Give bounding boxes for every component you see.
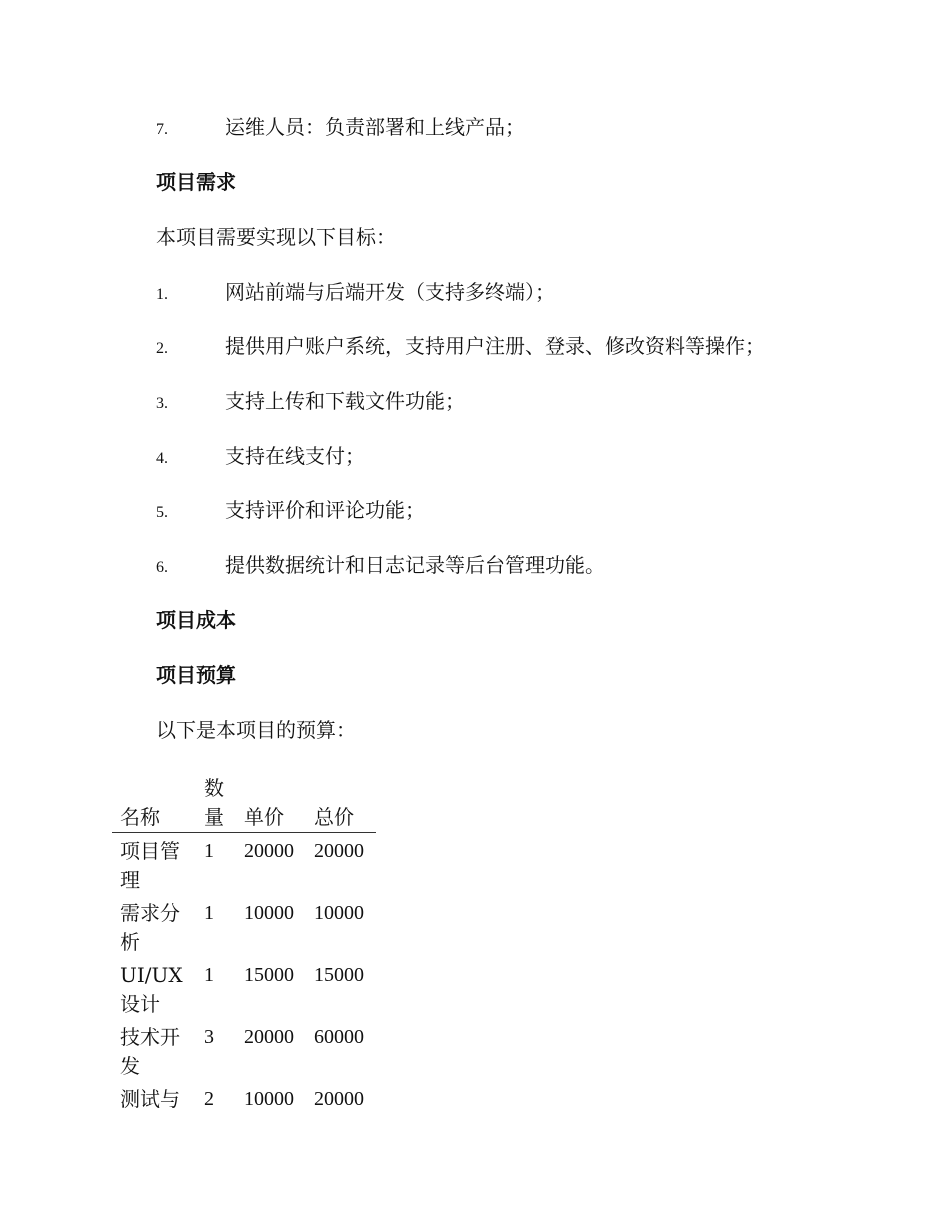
table-header-row <box>112 770 376 833</box>
list-item <box>156 387 465 418</box>
cell-unit-price: 20000 <box>244 840 294 862</box>
list-item <box>156 551 605 582</box>
cell-quantity: 1 <box>204 840 214 862</box>
list-text: 提供用户账户系统，支持用户注册、登录、修改资料等操作； <box>225 334 765 358</box>
cell-unit-price: 10000 <box>244 1088 294 1110</box>
list-number: 7. <box>156 121 168 138</box>
budget-intro: 以下是本项目的预算： <box>156 718 356 742</box>
cell-quantity: 1 <box>204 964 214 986</box>
list-text: 提供数据统计和日志记录等后台管理功能。 <box>225 553 605 577</box>
cell-name: 技术开发 <box>120 1025 180 1078</box>
cell-name: 测试与 <box>120 1087 180 1111</box>
column-header-unit-price: 单价 <box>236 770 306 833</box>
cell-total-price: 20000 <box>314 840 364 862</box>
list-text: 运维人员：负责部署和上线产品； <box>225 115 525 139</box>
requirements-intro: 本项目需要实现以下目标： <box>156 225 396 249</box>
table-row <box>112 957 376 1019</box>
list-text: 支持上传和下载文件功能； <box>225 389 465 413</box>
column-header-quantity: 数量 <box>196 770 236 833</box>
column-header-total-price: 总价 <box>306 770 376 833</box>
cell-total-price: 20000 <box>314 1088 364 1110</box>
list-item <box>156 442 365 473</box>
section-heading-requirements: 项目需求 <box>156 170 236 194</box>
list-item <box>156 496 425 527</box>
cell-quantity: 1 <box>204 902 214 924</box>
cell-quantity: 3 <box>204 1026 214 1048</box>
list-number: 6. <box>156 559 168 576</box>
list-number: 1. <box>156 286 168 303</box>
cell-quantity: 2 <box>204 1088 214 1110</box>
list-number: 5. <box>156 504 168 521</box>
list-item <box>156 332 765 363</box>
cell-total-price: 15000 <box>314 964 364 986</box>
cell-name: 项目管理 <box>120 839 180 892</box>
cell-name: 需求分析 <box>120 901 180 954</box>
section-heading-budget: 项目预算 <box>156 663 236 687</box>
table-row <box>112 895 376 957</box>
cell-unit-price: 15000 <box>244 964 294 986</box>
cell-total-price: 60000 <box>314 1026 364 1048</box>
list-item <box>156 278 555 309</box>
table-row <box>112 1019 376 1081</box>
list-number: 4. <box>156 450 168 467</box>
column-header-name: 名称 <box>112 770 196 833</box>
list-number: 3. <box>156 395 168 412</box>
list-text: 网站前端与后端开发（支持多终端）； <box>225 280 555 304</box>
cell-unit-price: 10000 <box>244 902 294 924</box>
section-heading-cost: 项目成本 <box>156 608 236 632</box>
budget-table <box>112 770 376 1114</box>
cell-unit-price: 20000 <box>244 1026 294 1048</box>
table-row <box>112 1081 376 1114</box>
list-text: 支持在线支付； <box>225 444 365 468</box>
table-row <box>112 833 376 896</box>
cell-name: UI/UX设计 <box>120 963 183 1016</box>
list-text: 支持评价和评论功能； <box>225 498 425 522</box>
list-number: 2. <box>156 340 168 357</box>
cell-total-price: 10000 <box>314 902 364 924</box>
list-item <box>156 113 525 144</box>
